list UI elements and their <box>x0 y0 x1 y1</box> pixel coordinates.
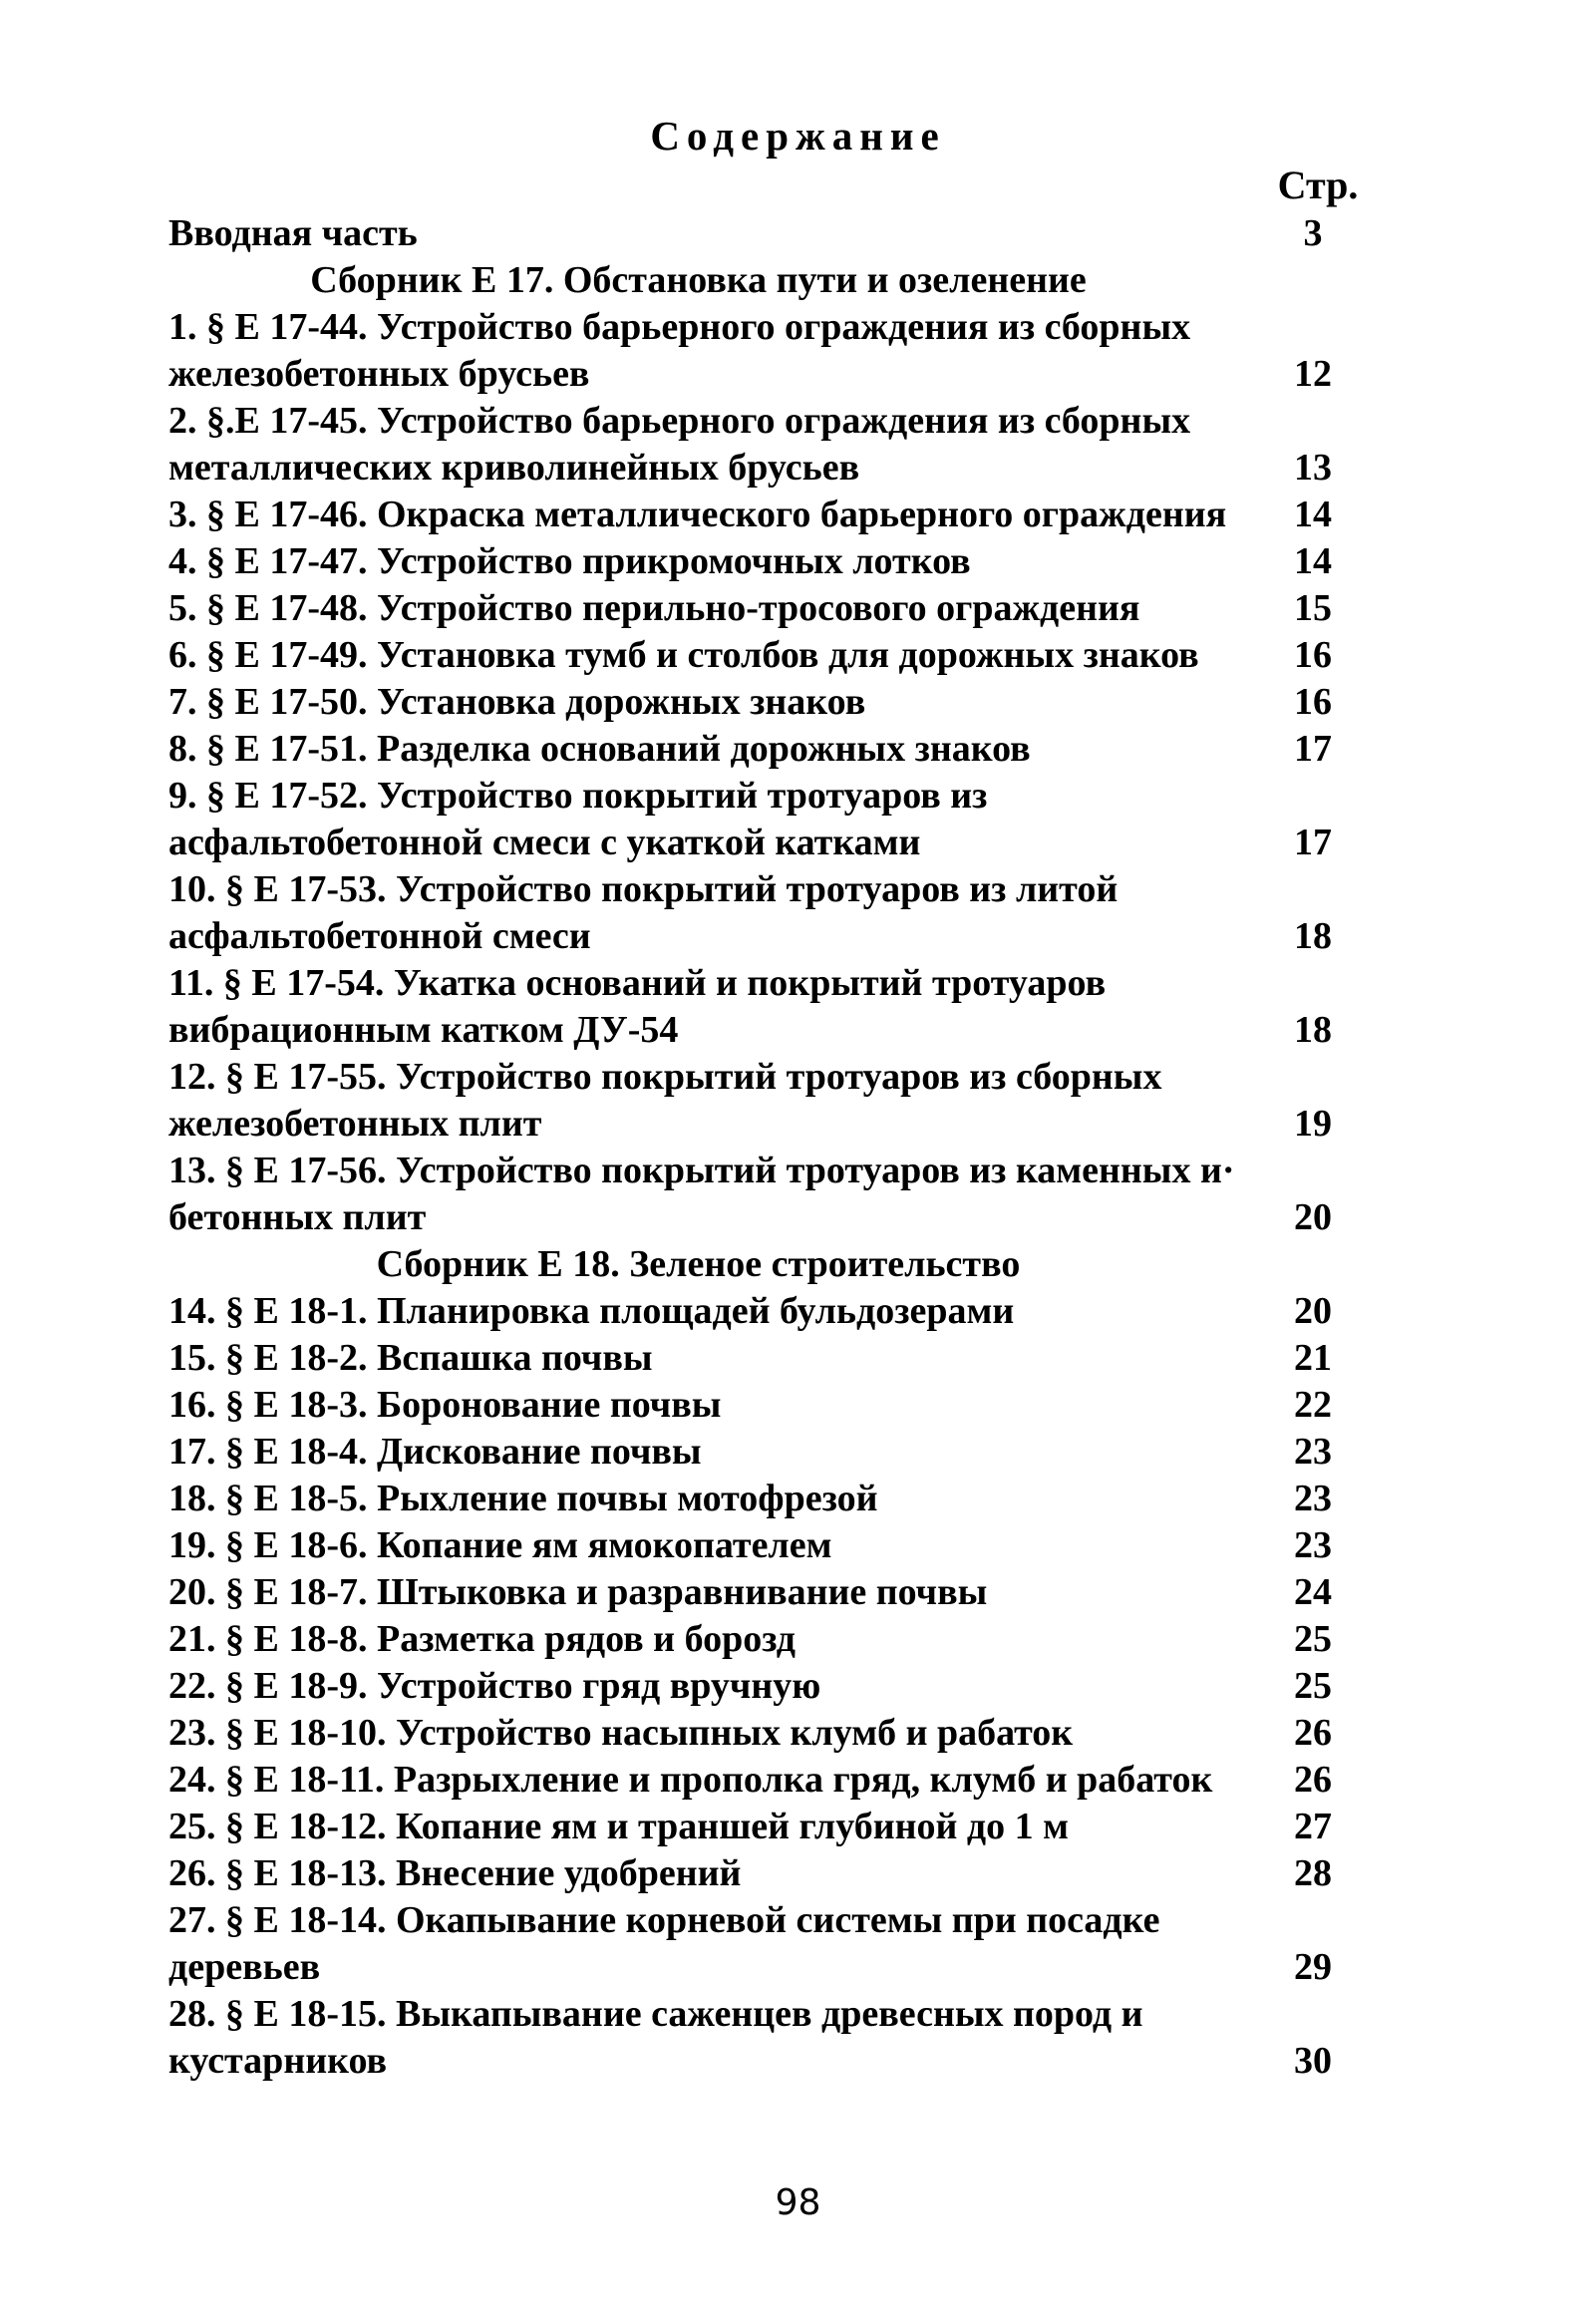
entry-text: 19. § Е 18-6. Копание ям ямокопателем <box>168 1524 832 1566</box>
entry-text: 1. § Е 17-44. Устройство барьерного ограждения из сборных <box>168 306 1191 348</box>
toc-entry-line <box>0 1194 1596 1241</box>
entry-page-number: 29 <box>1294 1946 1332 1988</box>
toc-section-heading <box>0 257 1596 304</box>
entry-page-number: 16 <box>1294 681 1332 723</box>
entry-text: 4. § Е 17-47. Устройство прикромочных лотков <box>168 540 971 582</box>
toc-entry-line <box>0 960 1596 1007</box>
entry-page-number: 20 <box>1294 1196 1332 1238</box>
toc-entry-line <box>0 1429 1596 1476</box>
toc-entry-line <box>0 585 1596 632</box>
entry-page-number: 3 <box>1303 212 1323 254</box>
entry-text: 6. § Е 17-49. Установка тумб и столбов для дорожных знаков <box>168 634 1199 676</box>
toc-entry-line <box>0 445 1596 492</box>
entry-page-number: 20 <box>1294 1290 1332 1332</box>
entry-text: 2. §.Е 17-45. Устройство барьерного ограждения из сборных <box>168 400 1191 442</box>
toc-entry-line <box>0 1944 1596 1991</box>
entry-text: металлических криволинейных брусьев <box>168 447 860 489</box>
entry-text: 18. § Е 18-5. Рыхление почвы мотофрезой <box>168 1478 878 1519</box>
toc-entry-line <box>0 820 1596 866</box>
entry-text: 25. § Е 18-12. Копание ям и траншей глубиной до 1 м <box>168 1806 1069 1847</box>
entry-text: 28. § Е 18-15. Выкапывание саженцев древесных пород и <box>168 1993 1143 2035</box>
toc-entry-line <box>0 1616 1596 1663</box>
toc-entry-line <box>0 913 1596 960</box>
entry-text: 12. § Е 17-55. Устройство покрытий тротуаров из сборных <box>168 1056 1162 1098</box>
entry-page-number: 17 <box>1294 822 1332 863</box>
toc-entry-line <box>0 351 1596 398</box>
entry-page-number: 28 <box>1294 1852 1332 1894</box>
entry-page-number: 18 <box>1294 1009 1332 1051</box>
table-of-contents <box>0 210 1596 2085</box>
entry-page-number: 26 <box>1294 1712 1332 1754</box>
entry-text: 22. § Е 18-9. Устройство гряд вручную <box>168 1665 821 1707</box>
entry-text: 23. § Е 18-10. Устройство насыпных клумб и рабаток <box>168 1712 1074 1754</box>
toc-entry-line <box>0 1054 1596 1101</box>
entry-page-number: 17 <box>1294 728 1332 770</box>
toc-section-heading <box>0 1241 1596 1288</box>
toc-entry-line <box>0 1710 1596 1757</box>
entry-text: 21. § Е 18-8. Разметка рядов и борозд <box>168 1618 797 1660</box>
entry-text: 11. § Е 17-54. Укатка оснований и покрытий тротуаров <box>168 962 1107 1004</box>
page-column-header: Стр. <box>1277 163 1359 207</box>
entry-text: железобетонных брусьев <box>168 353 590 395</box>
entry-text: вибрационным катком ДУ-54 <box>168 1009 679 1051</box>
page-number: 98 <box>775 2182 821 2223</box>
toc-entry-line <box>0 2038 1596 2085</box>
toc-entry-line <box>0 1850 1596 1897</box>
section-title: Сборник Е 18. Зеленое строительство <box>376 1243 1021 1285</box>
toc-entry-line <box>0 1101 1596 1148</box>
entry-text: асфальтобетонной смеси с укаткой катками <box>168 822 921 863</box>
entry-text: 10. § Е 17-53. Устройство покрытий тротуаров из литой <box>168 868 1118 910</box>
entry-text: 26. § Е 18-13. Внесение удобрений <box>168 1852 742 1894</box>
toc-entry-line <box>0 1382 1596 1429</box>
entry-page-number: 14 <box>1294 540 1332 582</box>
entry-page-number: 21 <box>1294 1337 1332 1379</box>
toc-entry-line <box>0 210 1596 257</box>
entry-page-number: 24 <box>1294 1571 1332 1613</box>
section-title: Сборник Е 17. Обстановка пути и озеленение <box>310 259 1087 301</box>
entry-page-number: 23 <box>1294 1478 1332 1519</box>
entry-text: 24. § Е 18-11. Разрыхление и прополка гряд, клумб и рабаток <box>168 1759 1213 1801</box>
entry-text: 5. § Е 17-48. Устройство перильно-тросового ограждения <box>168 587 1140 629</box>
toc-entry-line <box>0 304 1596 351</box>
toc-entry-line <box>0 1897 1596 1944</box>
toc-entry-line <box>0 538 1596 585</box>
toc-entry-line <box>0 1663 1596 1710</box>
entry-page-number: 18 <box>1294 915 1332 957</box>
toc-entry-line <box>0 1007 1596 1054</box>
entry-text: железобетонных плит <box>168 1103 542 1145</box>
entry-page-number: 19 <box>1294 1103 1332 1145</box>
toc-entry-line <box>0 726 1596 773</box>
entry-text: 8. § Е 17-51. Разделка оснований дорожных знаков <box>168 728 1031 770</box>
entry-page-number: 22 <box>1294 1384 1332 1426</box>
toc-entry-line <box>0 1476 1596 1522</box>
entry-page-number: 26 <box>1294 1759 1332 1801</box>
entry-text: Вводная часть <box>168 212 418 254</box>
toc-entry-line <box>0 398 1596 445</box>
entry-text: асфальтобетонной смеси <box>168 915 591 957</box>
entry-text: деревьев <box>168 1946 321 1988</box>
page-title: Содержание <box>650 113 946 159</box>
entry-page-number: 23 <box>1294 1431 1332 1473</box>
entry-page-number: 14 <box>1294 494 1332 535</box>
entry-text: 16. § Е 18-3. Боронование почвы <box>168 1384 722 1426</box>
entry-text: 20. § Е 18-7. Штыковка и разравнивание почвы <box>168 1571 988 1613</box>
entry-page-number: 30 <box>1294 2040 1332 2082</box>
entry-page-number: 12 <box>1294 353 1332 395</box>
toc-entry-line <box>0 1148 1596 1194</box>
toc-entry-line <box>0 1804 1596 1850</box>
entry-page-number: 27 <box>1294 1806 1332 1847</box>
toc-entry-line <box>0 1335 1596 1382</box>
entry-page-number: 13 <box>1294 447 1332 489</box>
entry-text: 7. § Е 17-50. Установка дорожных знаков <box>168 681 866 723</box>
toc-entry-line <box>0 1522 1596 1569</box>
entry-text: 3. § Е 17-46. Окраска металлического барьерного ограждения <box>168 494 1227 535</box>
entry-page-number: 25 <box>1294 1618 1332 1660</box>
entry-page-number: 25 <box>1294 1665 1332 1707</box>
entry-page-number: 15 <box>1294 587 1332 629</box>
toc-entry-line <box>0 492 1596 538</box>
toc-entry-line <box>0 773 1596 820</box>
toc-entry-line <box>0 1288 1596 1335</box>
entry-text: 27. § Е 18-14. Окапывание корневой системы при посадке <box>168 1899 1160 1941</box>
toc-entry-line <box>0 866 1596 913</box>
entry-text: 17. § Е 18-4. Дискование почвы <box>168 1431 702 1473</box>
entry-text: кустарников <box>168 2040 388 2082</box>
entry-text: 15. § Е 18-2. Вспашка почвы <box>168 1337 653 1379</box>
entry-text: 14. § Е 18-1. Планировка площадей бульдозерами <box>168 1290 1015 1332</box>
toc-entry-line <box>0 1569 1596 1616</box>
entry-page-number: 16 <box>1294 634 1332 676</box>
entry-text: 9. § Е 17-52. Устройство покрытий тротуаров из <box>168 775 988 817</box>
toc-entry-line <box>0 632 1596 679</box>
entry-text: бетонных плит <box>168 1196 427 1238</box>
toc-entry-line <box>0 1991 1596 2038</box>
entry-page-number: 23 <box>1294 1524 1332 1566</box>
toc-entry-line <box>0 679 1596 726</box>
toc-entry-line <box>0 1757 1596 1804</box>
entry-text: 13. § Е 17-56. Устройство покрытий тротуаров из каменных и· <box>168 1150 1235 1191</box>
